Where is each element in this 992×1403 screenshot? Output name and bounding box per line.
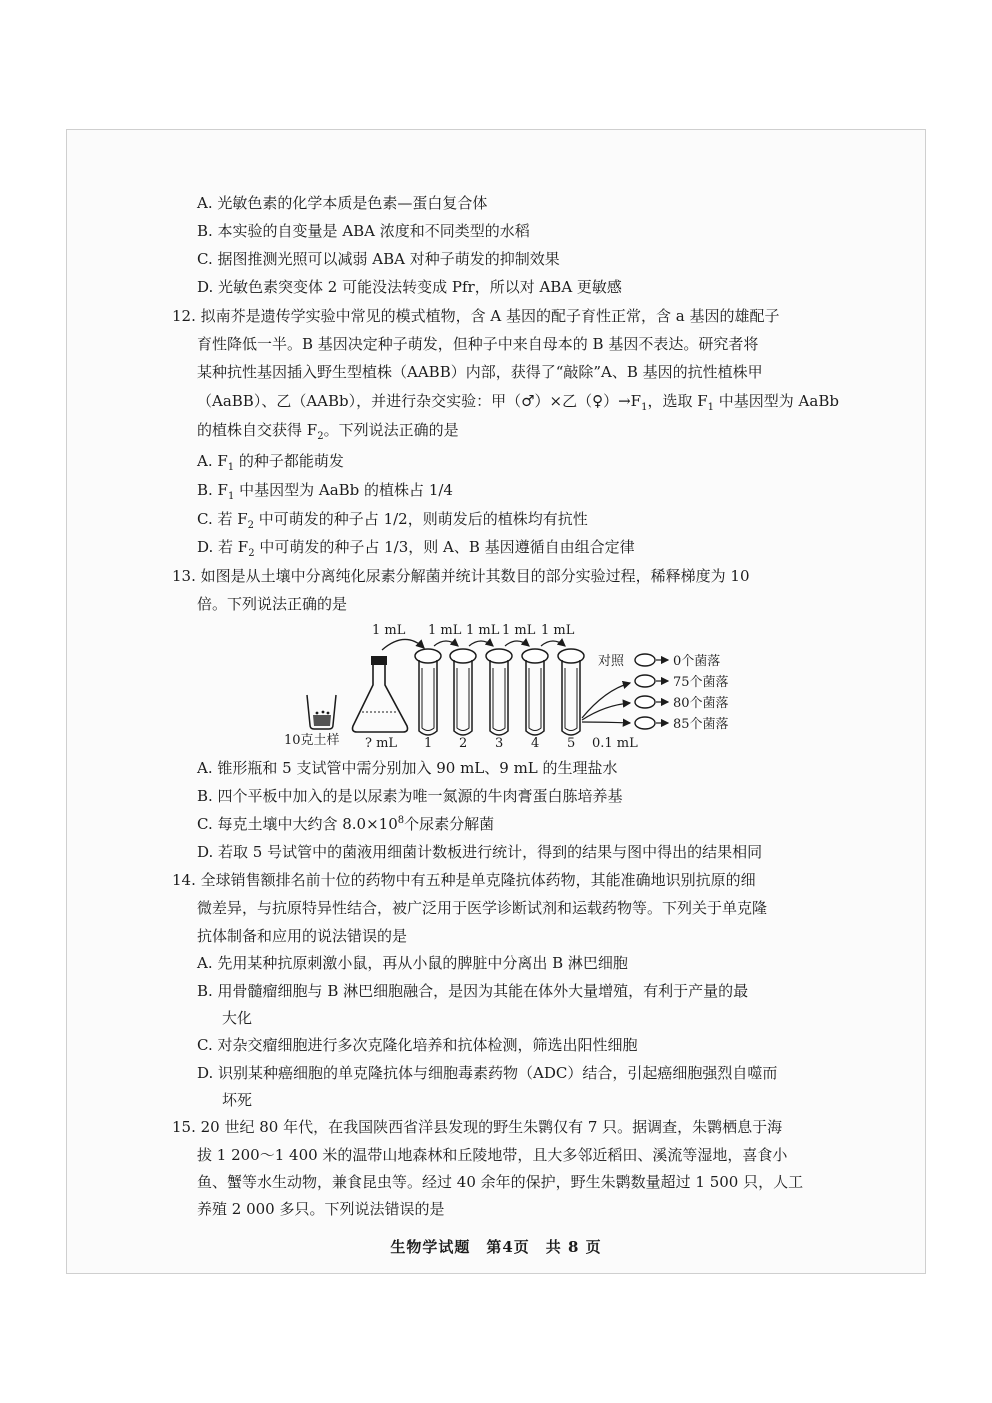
transfer-label-2: 1 mL [466, 623, 500, 638]
plate-1 [635, 675, 655, 687]
test-tube-3 [486, 649, 512, 735]
q12-stem-line-1: 12. 拟南芥是遗传学实验中常见的模式植物，含 A 基因的配子育性正常，含 a 基因的雄配子 [172, 307, 780, 325]
q15-stem-line-1: 15. 20 世纪 80 年代，在我国陕西省洋县发现的野生朱鹮仅有 7 只。据调查，朱鹮栖息于海 [172, 1118, 783, 1136]
plate-result-control: 0个菌落 [673, 654, 721, 669]
control-label: 对照 [598, 654, 625, 669]
plate-2 [635, 696, 655, 708]
q15-stem-line-4: 养殖 2 000 多只。下列说法错误的是 [197, 1200, 445, 1218]
q14-option-b-line-1: B. 用骨髓瘤细胞与 B 淋巴细胞融合，是因为其能在体外大量增殖，有利于产量的最 [197, 982, 749, 1000]
q13-option-b: B. 四个平板中加入的是以尿素为唯一氮源的牛肉膏蛋白胨培养基 [197, 787, 623, 805]
q12-stem-line-5: 的植株自交获得 $F_2$。下列说法正确的是 [197, 421, 459, 442]
plate-3 [635, 717, 655, 729]
q15-stem-line-2: 拔 1 200～1 400 米的温带山地森林和丘陵地带，且大多邻近稻田、溪流等湿地，喜食小 [197, 1146, 788, 1164]
q13-option-c: C. 每克土壤中大约含 $8.0\times 10^8$个尿素分解菌 [197, 815, 495, 833]
q14-option-b-line-2: 大化 [222, 1009, 253, 1027]
q14-option-c: C. 对杂交瘤细胞进行多次克隆化培养和抗体检测，筛选出阳性细胞 [197, 1036, 638, 1054]
q11-option-c: C. 据图推测光照可以减弱 ABA 对种子萌发的抑制效果 [197, 250, 560, 268]
soil-beaker [307, 695, 336, 729]
transfer-label-flask: 1 mL [372, 623, 406, 638]
test-tube-2 [450, 649, 476, 735]
q15-stem-line-3: 鱼、蟹等水生动物，兼食昆虫等。经过 40 余年的保护，野生朱鹮数量超过 1 500 只，人工 [197, 1173, 804, 1191]
plate-control [635, 654, 655, 666]
transfer-label-4: 1 mL [541, 623, 575, 638]
q13-stem-line-2: 倍。下列说法正确的是 [197, 595, 348, 613]
plating-volume-label: 0.1 mL [592, 736, 638, 751]
tube-label-5: 5 [567, 736, 576, 751]
q12-option-a: A. $F_1$ 的种子都能萌发 [197, 452, 344, 473]
tube-label-1: 1 [424, 736, 433, 751]
flask-volume-label: ? mL [365, 736, 398, 751]
tube-label-2: 2 [459, 736, 468, 751]
q12-stem-line-4: （AaBB）、乙（AABb），并进行杂交实验：甲（♂）×乙$(♀)\to F_1$，选取 $F_1$ 中基因型为 AaBb [197, 392, 839, 413]
test-tube-5 [558, 649, 584, 735]
q12-stem-line-3: 某种抗性基因插入野生型植株（AABB）内部，获得了“敲除”A、B 基因的抗性植株甲 [197, 363, 763, 381]
q13-stem-line-1: 13. 如图是从土壤中分离纯化尿素分解菌并统计其数目的部分实验过程，稀释梯度为 10 [172, 567, 750, 585]
plate-result-3: 85个菌落 [673, 717, 729, 732]
q14-stem-line-1: 14. 全球销售额排名前十位的药物中有五种是单克隆抗体药物，其能准确地识别抗原的细 [172, 871, 756, 889]
q12-option-b: B. $F_1$ 中基因型为 AaBb 的植株占 1/4 [197, 481, 453, 502]
transfer-label-3: 1 mL [502, 623, 536, 638]
q12-stem-line-2: 育性降低一半。B 基因决定种子萌发，但种子中来自母本的 B 基因不表达。研究者将 [197, 335, 759, 353]
q11-option-d: D. 光敏色素突变体 2 可能没法转变成 Pfr，所以对 ABA 更敏感 [197, 278, 622, 296]
tube-label-4: 4 [531, 736, 540, 751]
q14-stem-line-3: 抗体制备和应用的说法错误的是 [197, 927, 408, 945]
test-tube-1 [415, 649, 441, 735]
q14-option-a: A. 先用某种抗原刺激小鼠，再从小鼠的脾脏中分离出 B 淋巴细胞 [197, 954, 628, 972]
transfer-label-1: 1 mL [428, 623, 462, 638]
q12-option-d: D. 若 $F_2$ 中可萌发的种子占 1/3，则 A、B 基因遵循自由组合定律 [197, 538, 635, 559]
tube-label-3: 3 [495, 736, 504, 751]
soil-sample-label: 10克土样 [284, 733, 340, 748]
conical-flask [353, 656, 408, 732]
test-tubes [415, 649, 584, 735]
q14-stem-line-2: 微差异，与抗原特异性结合，被广泛用于医学诊断试剂和运载药物等。下列关于单克隆 [197, 899, 768, 917]
q11-option-a: A. 光敏色素的化学本质是色素—蛋白复合体 [197, 194, 488, 212]
test-tube-4 [522, 649, 548, 735]
q14-option-d-line-2: 坏死 [222, 1091, 253, 1109]
petri-plates [635, 654, 655, 729]
q13-option-a: A. 锥形瓶和 5 支试管中需分别加入 90 mL、9 mL 的生理盐水 [197, 759, 618, 777]
q13-option-d: D. 若取 5 号试管中的菌液用细菌计数板进行统计，得到的结果与图中得出的结果相同 [197, 843, 763, 861]
q11-option-b: B. 本实验的自变量是 ABA 浓度和不同类型的水稻 [197, 222, 530, 240]
plate-result-2: 80个菌落 [673, 696, 729, 711]
dilution-diagram [280, 616, 780, 756]
q14-option-d-line-1: D. 识别某种癌细胞的单克隆抗体与细胞毒素药物（ADC）结合，引起癌细胞强烈自噬而 [197, 1064, 778, 1082]
q12-option-c: C. 若 $F_2$ 中可萌发的种子占 1/2，则萌发后的植株均有抗性 [197, 510, 588, 531]
page-footer: 生物学试题 第4页 共 8 页 [390, 1238, 602, 1256]
plate-result-1: 75个菌落 [673, 675, 729, 690]
